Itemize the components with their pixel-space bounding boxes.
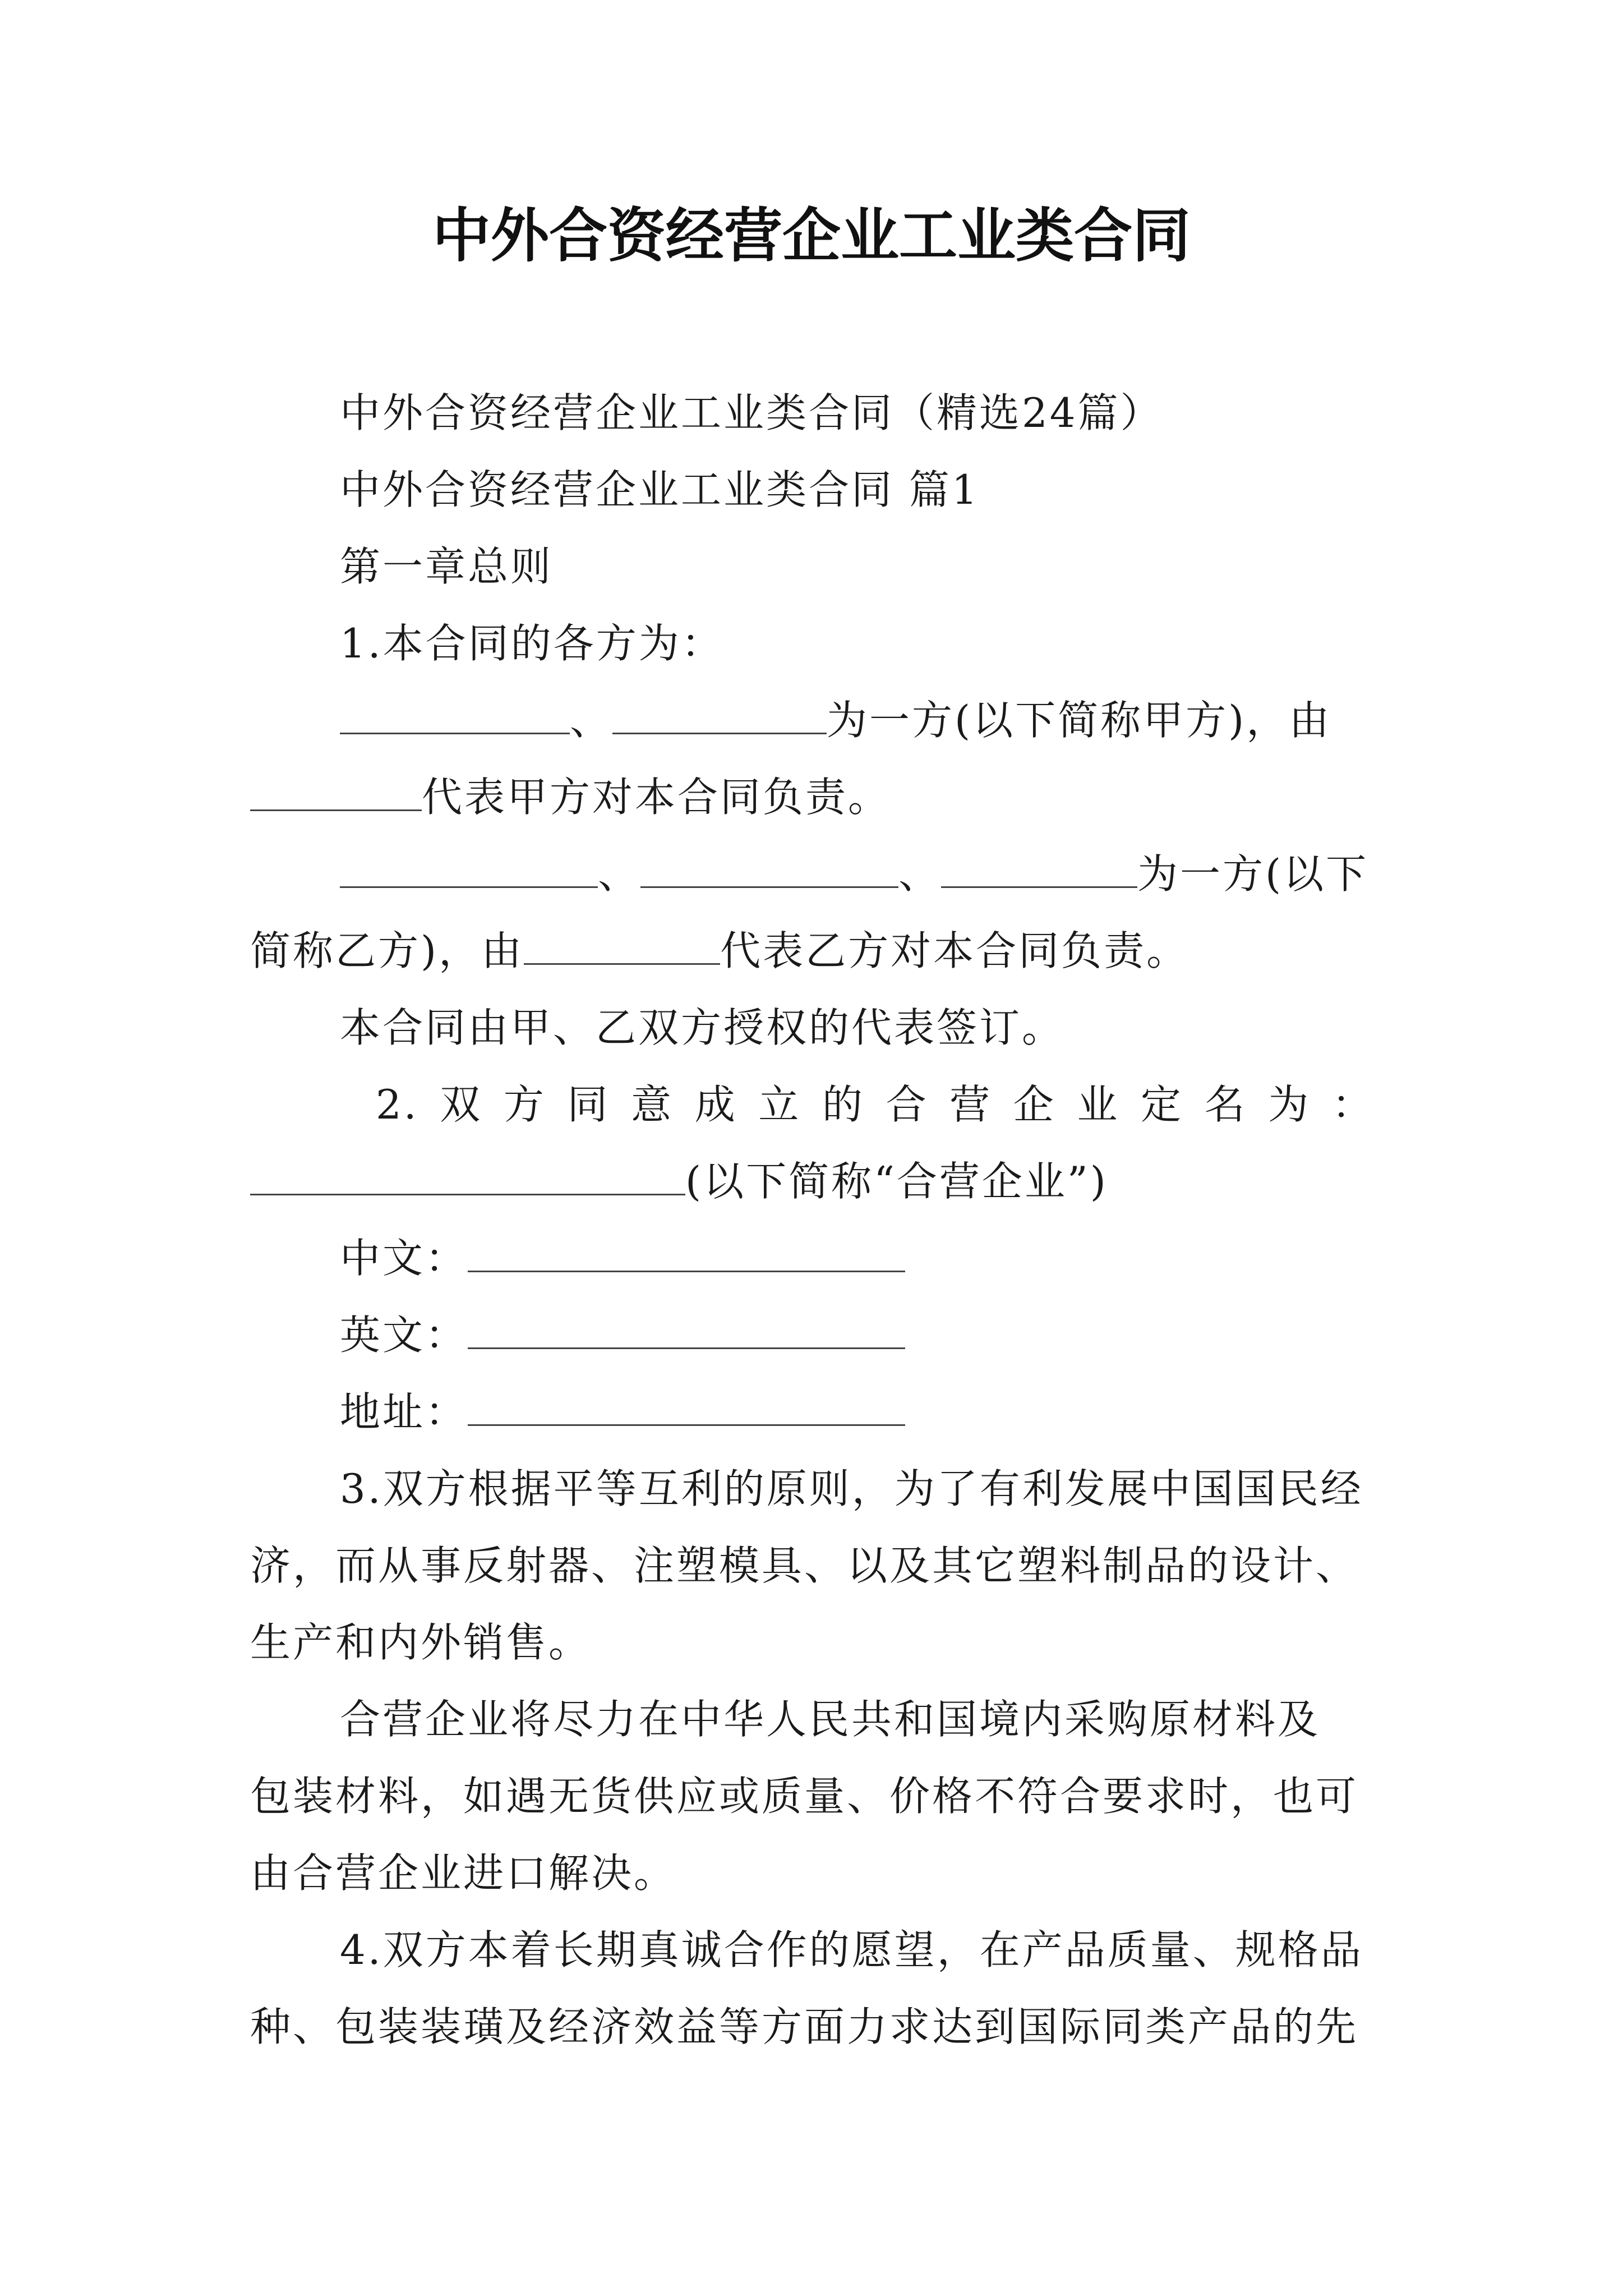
party-b-representative-blank: [524, 928, 720, 965]
party-b-line-2: [250, 924, 1189, 978]
clause-2-char: 同: [567, 1081, 610, 1128]
clause-2-char: ：: [1331, 1081, 1375, 1128]
party-a-name-blank-2: [612, 698, 827, 734]
clause-3-para-2-line-1: 合营企业将尽力在中华人民共和国境内采购原材料及: [340, 1696, 1321, 1743]
chinese-name-field: [340, 1231, 905, 1285]
party-b-name-blank-3: [941, 852, 1137, 888]
address-blank: [468, 1389, 905, 1426]
clause-4-line-2: 种、包装装璜及经济效益等方面力求达到国际同类产品的先: [250, 2003, 1359, 2050]
document-subtitle: 中外合资经营企业工业类合同（精选24篇）: [340, 389, 1163, 436]
clause-2-char: 业: [1077, 1081, 1120, 1128]
chapter-heading: 第一章总则: [340, 543, 554, 590]
clause-2-char: 定: [1141, 1081, 1184, 1128]
signing-statement: 本合同由甲、乙双方授权的代表签订。: [340, 1004, 1065, 1051]
party-a-line-2: [250, 770, 891, 824]
address-field: [340, 1385, 905, 1439]
clause-2-char: 名: [1204, 1081, 1247, 1128]
clause-2-char: 双: [440, 1081, 483, 1128]
party-b-separator-2: 、: [898, 850, 942, 898]
clause-2-char: 立: [758, 1081, 801, 1128]
clause-2-char: 的: [822, 1081, 865, 1128]
party-a-separator: 、: [570, 697, 613, 744]
clause-4-line-1: 4.双方本着长期真诚合作的愿望，在产品质量、规格品: [340, 1926, 1363, 1973]
clause-3-para-2-line-2: 包装材料，如遇无货供应或质量、价格不符合要求时，也可: [250, 1773, 1359, 1820]
clause-2-char: 意: [631, 1081, 674, 1128]
clause-3-line-3: 生产和内外销售。: [250, 1619, 592, 1666]
party-a-representative-blank: [250, 775, 422, 811]
english-name-field: [340, 1308, 905, 1362]
article-heading: 中外合资经营企业工业类合同 篇1: [340, 466, 980, 513]
clause-2-char: 合: [886, 1081, 929, 1128]
clause-2-char: 成: [694, 1081, 737, 1128]
clause-3-line-2: 济，而从事反射器、注塑模具、以及其它塑料制品的设计、: [250, 1542, 1359, 1589]
clause-1-intro: 1.本合同的各方为：: [340, 620, 724, 667]
clause-2-char: 为: [1268, 1081, 1311, 1128]
party-b-name-blank-1: [340, 852, 598, 888]
enterprise-name-blank: [250, 1159, 685, 1195]
party-b-name-blank-2: [640, 852, 898, 888]
english-name-blank: [468, 1313, 905, 1349]
clause-2-line-2: [250, 1154, 1108, 1208]
clause-3-line-1: 3.双方根据平等互利的原则，为了有利发展中国国民经: [340, 1465, 1363, 1512]
clause-2-char: 营: [949, 1081, 993, 1128]
clause-2-line-2-text: (以下简称“合营企业”): [685, 1158, 1108, 1205]
clause-2-char: 方: [503, 1081, 546, 1128]
chinese-name-label: 中文：: [340, 1235, 468, 1282]
english-name-label: 英文：: [340, 1312, 468, 1359]
party-b-separator-1: 、: [598, 850, 641, 898]
party-a-line-1: [340, 693, 1331, 747]
party-b-line-1: [340, 847, 1368, 901]
clause-3-para-2-line-3: 由合营企业进口解决。: [250, 1849, 677, 1897]
party-b-line-2-head: 简称乙方)，由: [250, 927, 524, 974]
document-title: 中外合资经营企业工业类合同: [432, 201, 1191, 270]
party-a-name-blank-1: [340, 698, 570, 734]
clause-2-char: 2.: [376, 1081, 419, 1128]
party-a-line-2-text: 代表甲方对本合同负责。: [422, 774, 891, 821]
party-b-line-1-text: 为一方(以下: [1137, 850, 1369, 898]
clause-2-char: 企: [1013, 1081, 1056, 1128]
address-label: 地址：: [340, 1388, 468, 1435]
chinese-name-blank: [468, 1236, 905, 1272]
party-b-line-2-text: 代表乙方对本合同负责。: [720, 927, 1189, 974]
party-a-line-1-text: 为一方(以下简称甲方)，由: [827, 697, 1332, 744]
clause-2-line-1: [250, 1078, 1375, 1131]
